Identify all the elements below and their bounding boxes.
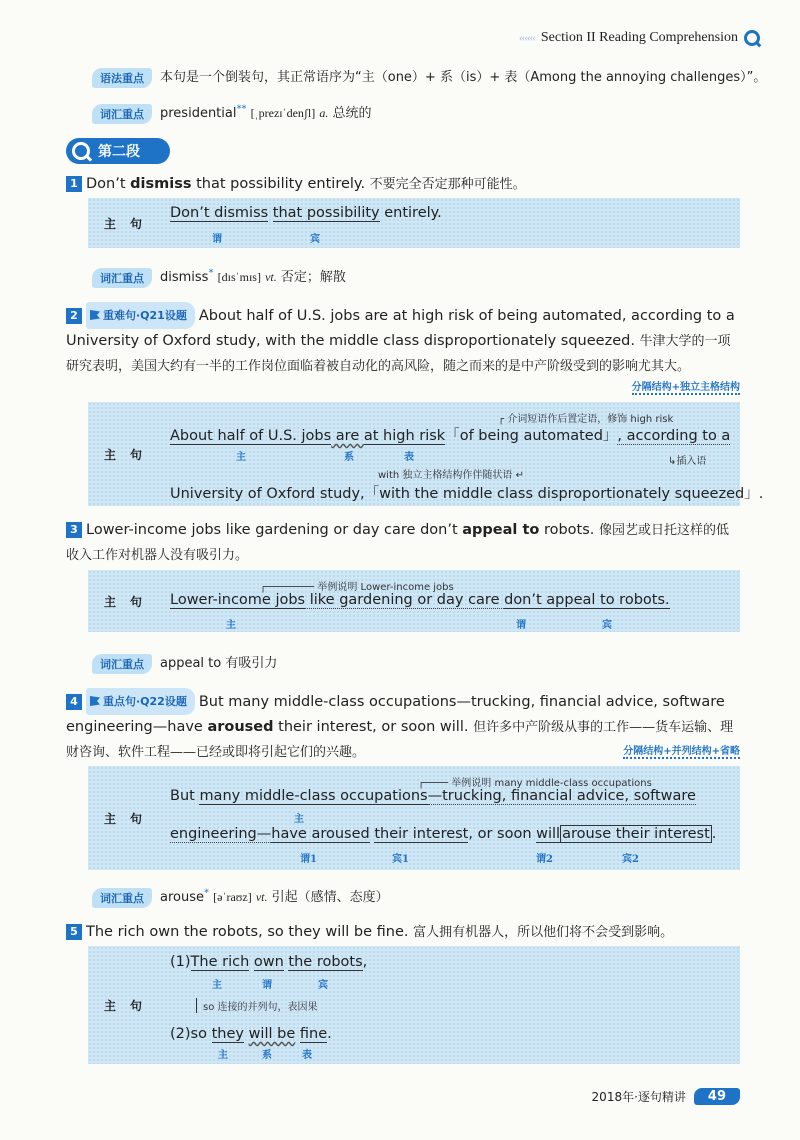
subject: many middle-class occupations (199, 788, 428, 804)
annotation: ↳插入语 (668, 456, 707, 467)
role-label: 主 (212, 980, 222, 991)
conjunction: But (170, 788, 200, 804)
sentence-number: 1 (66, 176, 82, 192)
sentence-number: 5 (66, 924, 82, 940)
role-label: 宾2 (622, 854, 639, 865)
hint-text: 分隔结构+并列结构+省略 (623, 746, 740, 757)
header-title: Section II Reading Comprehension (540, 30, 738, 45)
vocab-meaning: 有吸引力 (225, 656, 278, 671)
subject: About half of U.S. jobs (170, 428, 332, 444)
analysis-line (170, 424, 730, 445)
line-text: University of Oxford study,「with the middle class disproportionately squeezed」. (170, 486, 764, 502)
comma: , (362, 954, 368, 970)
object: that possibility (272, 205, 380, 221)
predicative: fine (299, 1026, 328, 1042)
parenthesis: , according to a (617, 428, 731, 444)
annotation-text: with 独立主格结构作伴随状语 (378, 470, 513, 481)
role-label: 谓2 (536, 854, 553, 865)
predicate-2: will (536, 826, 561, 842)
box-label: 主句 (103, 594, 156, 609)
linking-verb: are (331, 428, 364, 444)
clause-number: (1) (170, 954, 191, 970)
sentence-text: But many middle-class occupations—trucking, financial advice, software engineering—have (66, 694, 725, 735)
role-label: 系 (344, 452, 354, 463)
vocab-ipa: [ˌprezɪˈdenʃl] (250, 106, 316, 120)
hint-text: 分隔结构+独立主格结构 (631, 382, 740, 393)
predicative: at high risk (363, 428, 446, 444)
key-sentence-tag (86, 302, 195, 329)
appositive: —trucking, financial advice, software (427, 788, 696, 804)
sentence-3 (66, 518, 742, 568)
vocab-note-appeal (92, 652, 277, 674)
role-label: 宾 (318, 980, 328, 991)
analysis-line (170, 205, 442, 221)
object-1: their interest (374, 826, 469, 842)
adverb: entirely. (379, 205, 442, 221)
page-number: 49 (694, 1088, 740, 1105)
keyword: dismiss (130, 176, 192, 192)
sentence-2 (66, 302, 742, 379)
role-label: 宾1 (392, 854, 409, 865)
role-label: 主 (236, 452, 246, 463)
analysis-line (170, 954, 367, 970)
role-label: 主 (294, 814, 304, 825)
page-footer (592, 1088, 740, 1105)
box-label: 主句 (103, 998, 156, 1013)
vocab-meaning: 总统的 (332, 106, 372, 121)
tag-text: 重难句·Q21设题 (103, 309, 187, 322)
annotation-text: 举例说明 many middle-class occupations (451, 778, 652, 789)
sentence-number: 3 (66, 522, 82, 538)
flag-icon (90, 696, 100, 706)
sentence-1 (66, 172, 742, 197)
predicate: own (253, 954, 284, 970)
sentence-5 (66, 920, 742, 945)
vocab-tag: 词汇重点 (92, 654, 152, 674)
linking-verb: will be (248, 1026, 296, 1042)
sentence-text: The rich own the robots, so they will be fine. (86, 924, 414, 940)
vocab-tag: 词汇重点 (92, 888, 152, 908)
box-label: 主句 (103, 447, 156, 462)
arrows-icon: ‹‹‹‹‹‹ (518, 32, 535, 44)
role-label: 谓1 (300, 854, 317, 865)
period: . (327, 1026, 332, 1042)
vocab-meaning: 引起（感情、态度） (271, 890, 389, 905)
grammar-note (92, 66, 766, 88)
annotation: ┌──── 举例说明 many middle-class occupations (418, 778, 652, 789)
role-label: 宾 (310, 234, 320, 245)
sentence-text: robots. (539, 522, 600, 538)
ellipsis-box: arouse their interest (562, 826, 710, 842)
magnifier-icon (72, 142, 90, 160)
annotation-text: so 连接的并列句，表因果 (203, 1002, 318, 1013)
magnifier-icon (744, 30, 760, 46)
annotation-text: 插入语 (676, 456, 707, 467)
object: the robots (288, 954, 363, 970)
star-mark: * (204, 887, 209, 899)
role-label: 宾 (602, 620, 612, 631)
star-mark: ** (236, 103, 247, 115)
connector: , or soon (468, 826, 537, 842)
footer-text: 2018年·逐句精讲 (591, 1090, 686, 1104)
analysis-line (170, 482, 763, 503)
translation: 但许多中产阶级从事的工作——货车运输、理财咨询、软件工程——已经或即将引起它们的兴趣。 (66, 720, 734, 760)
grammar-tag: 语法重点 (92, 68, 152, 88)
role-label: 表 (404, 452, 414, 463)
annotation: ┌ 介词短语作后置定语，修饰 high risk (498, 414, 674, 425)
vocab-note-dismiss (92, 266, 346, 288)
subject: The rich (190, 954, 250, 970)
vocab-ipa: [əˈraʊz] (213, 890, 252, 904)
sentence-number: 4 (66, 694, 82, 710)
modifier: like gardening or day care (305, 592, 505, 608)
sentence-text: About half of U.S. jobs are at high risk of being automated, according to a University of Oxford study, with the middle class disproportionately squeezed. (66, 308, 735, 349)
running-header (519, 30, 760, 46)
vocab-word: arouse (160, 890, 204, 905)
section-title: 第二段 (98, 144, 140, 160)
translation: 富人拥有机器人，所以他们将不会受到影响。 (413, 925, 674, 940)
clause-number: (2)so (170, 1026, 212, 1042)
sentence-text: their interest, or soon will. (273, 719, 474, 735)
structure-hint (632, 378, 740, 393)
appositive: engineering— (170, 826, 272, 842)
keyword: appeal to (462, 522, 540, 538)
section-heading (66, 138, 170, 164)
modifier: 「of being automated」 (445, 428, 618, 444)
vocab-meaning: 否定；解散 (280, 270, 346, 285)
vocab-word: appeal to (160, 656, 222, 671)
role-label: 系 (262, 1050, 272, 1061)
structure-hint (623, 742, 740, 757)
vocab-pos: a. (319, 106, 329, 120)
translation: 牛津大学的一项研究表明，美国大约有一半的工作岗位面临着被自动化的高风险，随之而来的是中产阶级受到的影响尤其大。 (66, 334, 731, 374)
flag-icon (90, 310, 100, 320)
vocab-pos: vt. (255, 890, 268, 904)
vocab-word: presidential (160, 106, 237, 121)
vocab-note-arouse (92, 886, 389, 908)
vocab-word: dismiss (160, 270, 209, 285)
sentence-text: Don’t (86, 176, 131, 192)
annotation: with 独立主格结构作伴随状语 ↵ (378, 470, 524, 481)
role-label: 主 (226, 620, 236, 631)
key-sentence-tag (86, 688, 195, 715)
annotation-text: 介词短语作后置定语，修饰 high risk (507, 414, 674, 425)
role-label: 表 (302, 1050, 312, 1061)
grammar-text: 本句是一个倒装句，其正常语序为“主（one）+ 系（is）+ 表（Among the annoying challenges）”。 (160, 70, 767, 85)
keyword: aroused (207, 719, 274, 735)
translation: 像园艺或日托这样的低收入工作对机器人没有吸引力。 (66, 523, 730, 563)
role-label: 谓 (262, 980, 272, 991)
sentence-text: Lower-income jobs like gardening or day care don’t (86, 522, 463, 538)
object: robots. (614, 592, 670, 608)
predicate: don’t appeal to (504, 592, 615, 608)
analysis-box-3 (88, 570, 740, 632)
vocab-note-presidential (92, 102, 372, 124)
sentence-number: 2 (66, 308, 82, 324)
predicate: Don’t dismiss (170, 205, 269, 221)
annotation-text: 举例说明 Lower-income jobs (317, 582, 454, 593)
vocab-pos: vt. (265, 270, 277, 284)
vocab-ipa: [dɪsˈmɪs] (217, 270, 261, 284)
analysis-line (170, 592, 670, 608)
analysis-line (170, 1026, 332, 1042)
annotation: ┌──────── 举例说明 Lower-income jobs (260, 582, 454, 593)
vocab-tag: 词汇重点 (92, 104, 152, 124)
sentence-text: that possibility entirely. (191, 176, 370, 192)
analysis-line (170, 826, 716, 842)
period: . (711, 826, 717, 842)
analysis-box-1 (88, 198, 740, 248)
box-label: 主句 (103, 216, 156, 231)
role-label: 谓 (516, 620, 526, 631)
analysis-box-4 (88, 766, 740, 870)
box-label: 主句 (103, 811, 156, 826)
annotation (196, 998, 318, 1013)
analysis-box-2 (88, 402, 764, 506)
analysis-line (170, 788, 696, 804)
star-mark: * (208, 267, 214, 279)
vocab-tag: 词汇重点 (92, 268, 152, 288)
subject: Lower-income jobs (170, 592, 306, 608)
role-label: 主 (218, 1050, 228, 1061)
analysis-box-5 (88, 946, 740, 1064)
role-label: 谓 (212, 234, 222, 245)
subject: they (211, 1026, 244, 1042)
predicate-1: have aroused (271, 826, 370, 842)
translation: 不要完全否定那种可能性。 (369, 177, 526, 192)
tag-text: 重点句·Q22设题 (103, 695, 187, 708)
